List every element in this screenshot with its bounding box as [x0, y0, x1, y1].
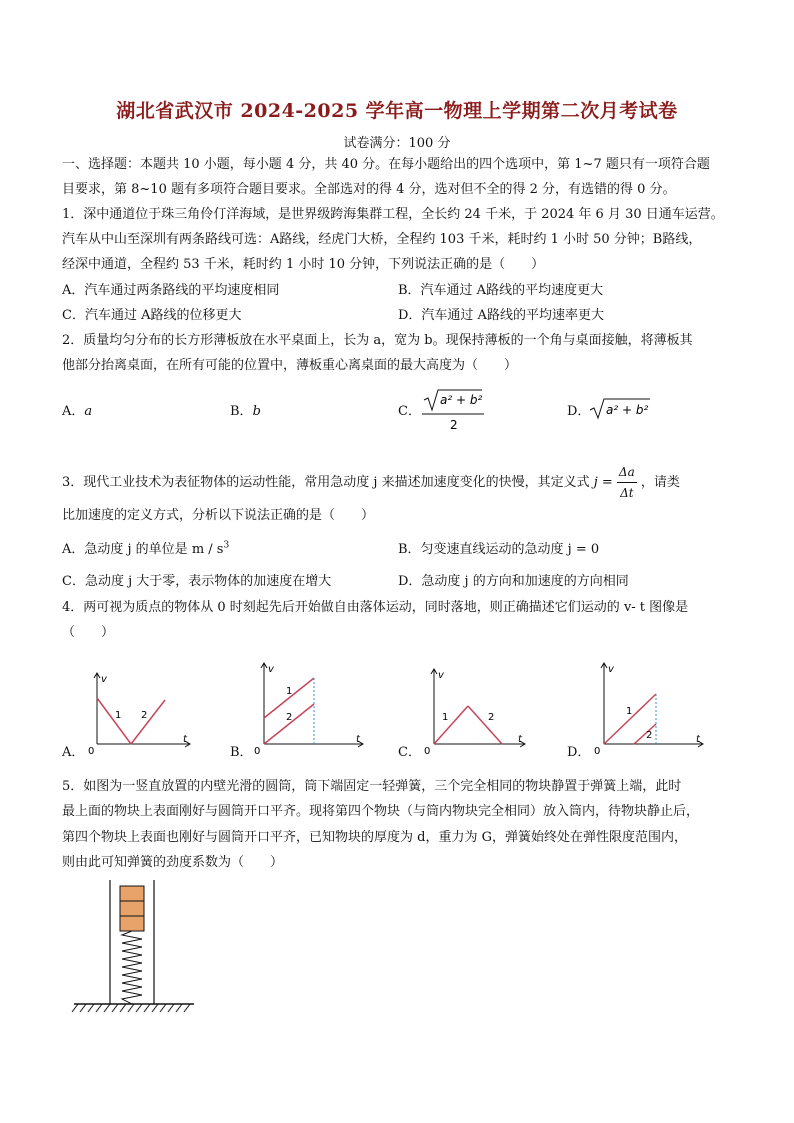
q1-option-b: B．汽车通过 A路线的平均速度更大: [398, 283, 604, 298]
q3-option-b: B．匀变速直线运动的急动度 j = 0: [398, 542, 600, 557]
q5-line1: 5．如图为一竖直放置的内壁光滑的圆筒，筒下端固定一轻弹簧，三个完全相同的物块静置于弹簧上端，此时: [62, 779, 682, 794]
q4-option-b-label: B．: [230, 745, 253, 760]
svg-text:2: 2: [286, 712, 293, 723]
q3-option-d: D．急动度 j 的方向和加速度的方向相同: [398, 574, 629, 589]
q2-option-d-formula: [588, 396, 658, 422]
svg-text:0: 0: [594, 746, 601, 756]
svg-text:a² + b²: a² + b²: [440, 393, 483, 407]
q4-line2: （ ）: [62, 625, 115, 640]
svg-text:t: t: [356, 734, 360, 745]
svg-text:v: v: [438, 670, 444, 681]
page-title: 湖北省武汉市 2024-2025 学年高一物理上学期第二次月考试卷: [116, 100, 678, 122]
q5-line4: 则由此可知弹簧的劲度系数为（ ）: [62, 855, 284, 870]
q2-option-c-label: C．: [398, 404, 421, 419]
svg-text:1: 1: [286, 686, 293, 697]
q1-line3: 经深中通道，全程约 53 千米，耗时约 1 小时 10 分钟，下列说法正确的是（ ）: [62, 257, 545, 272]
svg-text:2: 2: [141, 710, 148, 721]
q1-option-a: A．汽车通过两条路线的平均速度相同: [62, 283, 280, 298]
q2-line1: 2．质量均匀分布的长方形薄板放在水平桌面上，长为 a，宽为 b。现保持薄板的一个角与桌面接触，将薄板其: [62, 333, 693, 348]
svg-text:v: v: [268, 664, 274, 675]
svg-text:2: 2: [488, 712, 495, 723]
spring-tube-figure: [70, 880, 200, 1020]
q4-option-a-label: A．: [62, 745, 85, 760]
q2-option-c-formula: [420, 386, 490, 434]
q2-option-d-label: D．: [567, 404, 591, 419]
q4-graph-a: [85, 668, 195, 758]
q1-option-c: C．汽车通过 A路线的位移更大: [62, 308, 242, 323]
q5-line3: 第四个物块上表面也刚好与圆筒开口平齐，已知物块的厚度为 d，重力为 G，弹簧始终处在弹性限度范围内，: [62, 830, 687, 845]
svg-text:v: v: [101, 674, 107, 685]
q4-line1: 4．两可视为质点的物体从 0 时刻起先后开始做自由落体运动，同时落地，则正确描述它们运动的 v- t 图像是: [62, 600, 689, 615]
svg-text:1: 1: [442, 712, 449, 723]
svg-text:0: 0: [254, 746, 261, 756]
q4-option-d-label: D．: [567, 745, 591, 760]
svg-text:0: 0: [424, 746, 431, 757]
q1-line2: 汽车从中山至深圳有两条路线可选：A路线，经虎门大桥，全程约 103 千米，耗时约 1 小时 50 分钟；B路线，: [62, 232, 702, 247]
svg-text:v: v: [608, 664, 614, 675]
q5-line2: 最上面的物块上表面刚好与圆筒开口平齐。现将第四个物块（与筒内物块完全相同）放入筒内，待物块静止后，: [62, 804, 700, 819]
svg-text:t: t: [696, 734, 700, 745]
svg-text:2: 2: [646, 730, 653, 741]
svg-text:1: 1: [626, 706, 633, 717]
q1-line1: 1．深中通道位于珠三角伶仃洋海域，是世界级跨海集群工程，全长约 24 千米，于 2024 年 6 月 30 日通车运营。: [62, 207, 724, 222]
svg-text:2: 2: [450, 418, 458, 432]
q3-option-a: A．急动度 j 的单位是 m / $s^3$: [62, 540, 230, 557]
q3-definition-fraction: $\frac{\Delta a}{\Delta t}$: [617, 462, 637, 503]
q1-option-d: D．汽车通过 A路线的平均速率更大: [398, 308, 604, 323]
section-intro-line2: 目要求，第 8~10 题有多项符合题目要求。全部选对的得 4 分，选对但不全的得 2 分，有选错的得 0 分。: [62, 182, 676, 197]
svg-text:t: t: [183, 734, 187, 745]
svg-text:a² + b²: a² + b²: [606, 403, 649, 417]
q3-option-c: C．急动度 j 大于零，表示物体的加速度在增大: [62, 574, 332, 589]
q4-graph-b: [250, 660, 370, 756]
q4-graph-d: [590, 660, 710, 756]
q2-line2: 他部分抬离桌面，在所有可能的位置中，薄板重心离桌面的最大高度为（ ）: [62, 358, 518, 373]
q2-option-a: A．a: [62, 404, 93, 419]
section-intro-line1: 一、选择题：本题共 10 小题，每小题 4 分，共 40 分。在每小题给出的四个选项中，第 1~7 题只有一项符合题: [62, 157, 710, 172]
svg-text:t: t: [518, 734, 522, 745]
q2-option-b: B．b: [230, 404, 261, 419]
q4-graph-c: [420, 664, 530, 758]
svg-text:0: 0: [88, 746, 95, 757]
q4-option-c-label: C．: [398, 745, 421, 760]
q3-line1: 3．现代工业技术为表征物体的运动性能，常用急动度 j 来描述加速度变化的快慢，其定义式 j = $\frac{\Delta a}{\Delta t}$ ，请类: [62, 462, 680, 503]
svg-text:1: 1: [115, 710, 122, 721]
score-note: 试卷满分：100 分: [343, 136, 451, 151]
q3-line2: 比加速度的定义方式，分析以下说法正确的是（ ）: [62, 508, 375, 523]
